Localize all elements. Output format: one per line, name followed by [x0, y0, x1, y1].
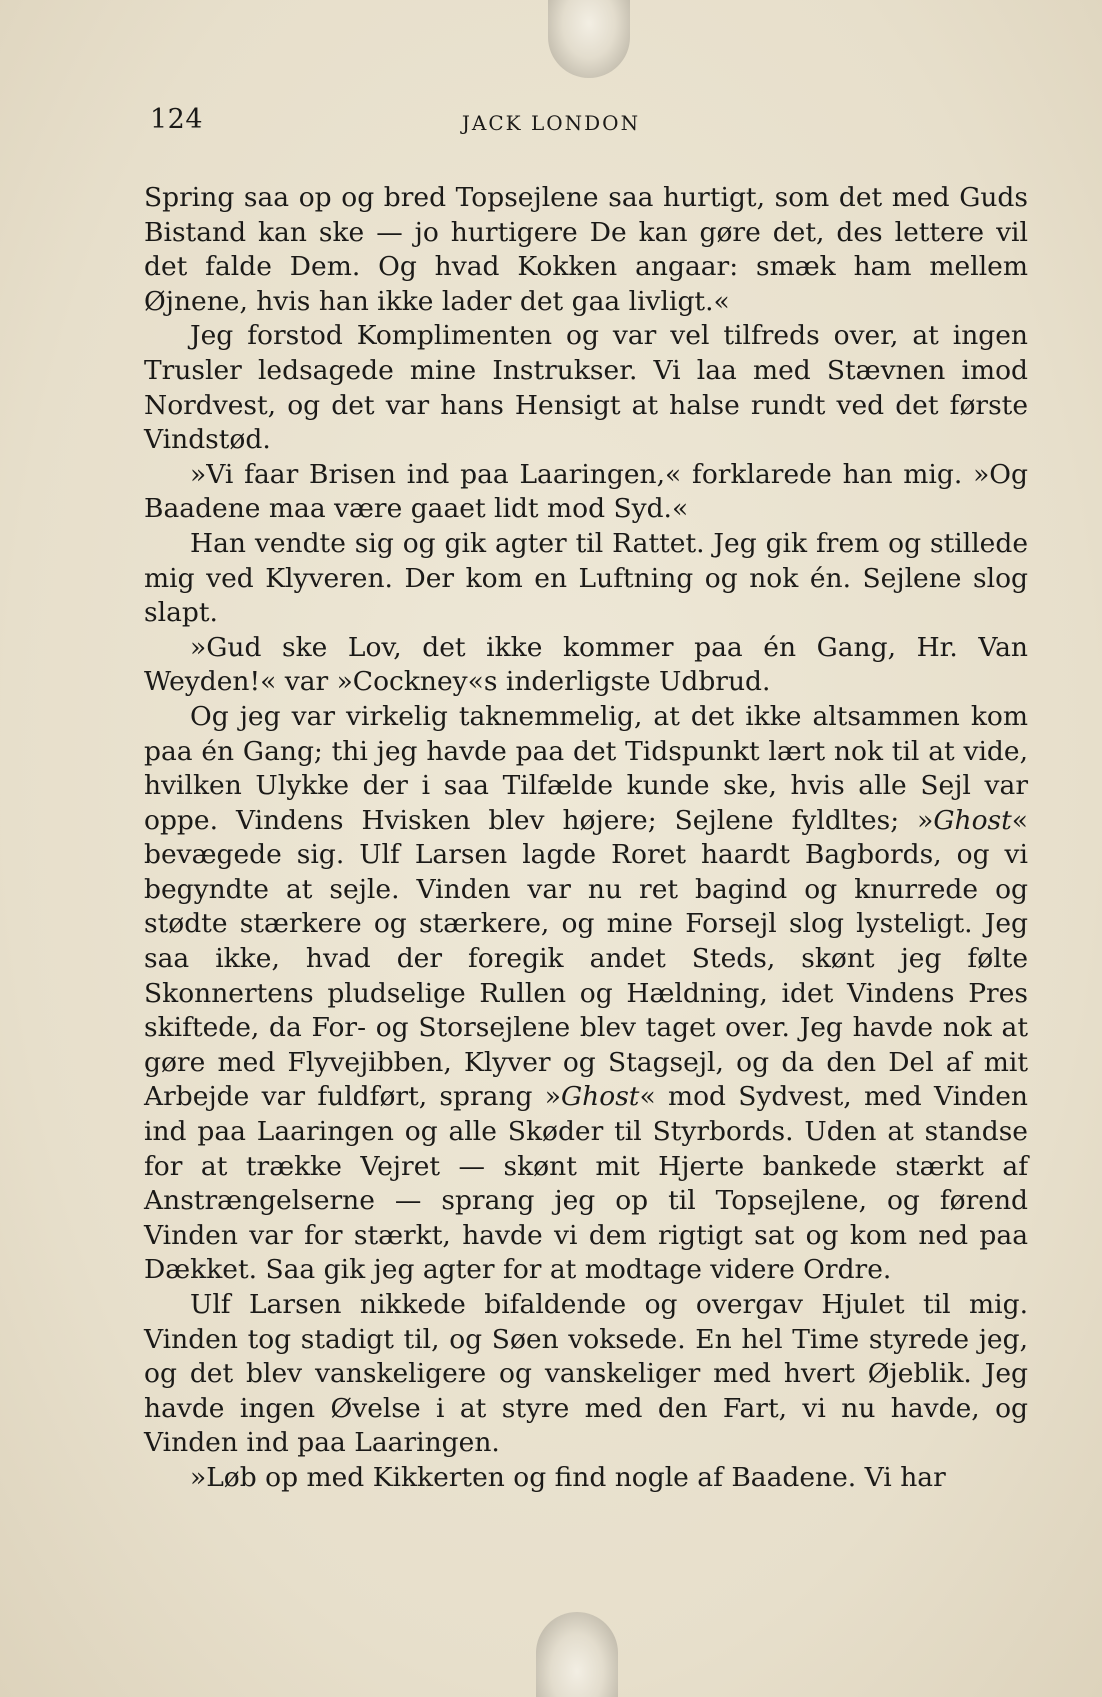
paragraph: Jeg forstod Komplimenten og var vel tilfreds over, at ingen Trusler ledsagede mine Instrukser. Vi laa med Stævnen imod Nordvest, og det var hans Hensigt at halse rundt ved det første Vindstød. [144, 320, 1028, 456]
paragraph: »Løb op med Kikkerten og find nogle af Baadene. Vi har [190, 1461, 946, 1493]
page-number: 124 [150, 104, 204, 135]
paragraph: Og jeg var virkelig taknemmelig, at det ikke altsammen kom paa én Gang; thi jeg havde paa det Tidspunkt lært nok til at vide, hvilken Ulykke der i saa Tilfælde kunde ske, hvis alle Sejl var oppe. Vindens Hvisken blev højere; Sejlene fyldltes; »Ghost« bevægede sig. Ulf Larsen lagde Roret haardt Bagbords, og vi begyndte at sejle. Vinden var nu ret bagind og knurrede og stødte stærkere og stærkere, og mine Forsejl slog lysteligt. Jeg saa ikke, hvad der foregik andet Steds, skønt jeg følte Skonnertens pludselige Rullen og Hældning, idet Vindens Pres skiftede, da For- og Storsejlene blev taget over. Jeg havde nok at gøre med Flyvejibben, Klyver og Stagsejl, og da den Del af mit Arbejde var fuldført, sprang »Ghost« mod Sydvest, med Vinden ind paa Laaringen og alle Skøder til Styrbords. Uden at standse for at trække Vejret — skønt mit Hjerte bankede stærkt af Anstrængelserne — sprang jeg op til Topsejlene, og førend Vinden var for stærkt, havde vi dem rigtigt sat og kom ned paa Dækket. Saa gik jeg agter for at modtage videre Ordre. [144, 700, 1028, 1286]
paragraph: Spring saa op og bred Topsejlene saa hurtigt, som det med Guds Bistand kan ske — jo hurtigere De kan gøre det, des lettere vil det falde Dem. Og hvad Kokken angaar: smæk ham mellem Øjnene, hvis han ikke lader det gaa livligt.« [144, 182, 1028, 317]
paragraph: »Vi faar Brisen ind paa Laaringen,« forklarede han mig. »Og Baadene maa være gaaet lidt mod Syd.« [144, 458, 1028, 525]
ship-name-italic: Ghost [561, 1081, 640, 1113]
binder-clip-mark-top [548, 0, 630, 78]
ship-name-italic: Ghost [933, 804, 1012, 836]
paragraph: »Gud ske Lov, det ikke kommer paa én Gang, Hr. Van Weyden!« var »Cockney«s inderligste Udbrud. [144, 631, 1028, 698]
paragraph: Ulf Larsen nikkede bifaldende og overgav Hjulet til mig. Vinden tog stadigt til, og Søen voksede. En hel Time styrede jeg, og det blev vanskeligere og vanskeliger med hvert Øjeblik. Jeg havde ingen Øvelse i at styre med den Fart, vi nu havde, og Vinden ind paa Laaringen. [144, 1289, 1028, 1459]
body-text [144, 181, 1028, 1496]
paragraph: Han vendte sig og gik agter til Rattet. Jeg gik frem og stillede mig ved Klyveren. Der kom en Luftning og nok én. Sejlene slog slapt. [144, 527, 1028, 629]
binder-clip-mark-bottom [536, 1612, 618, 1697]
running-head: JACK LONDON [461, 111, 641, 135]
